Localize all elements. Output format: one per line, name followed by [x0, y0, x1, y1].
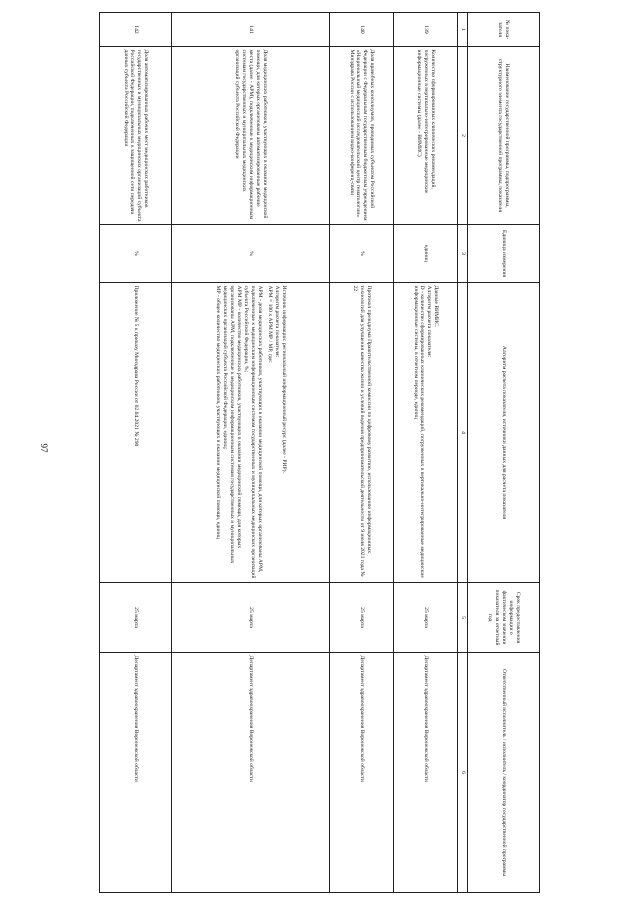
responsible: Департамент здравоохранения Воронежской области — [394, 653, 458, 893]
index-cell: 4 — [458, 283, 468, 583]
index-cell: 5 — [458, 583, 468, 653]
header-resp: Ответственный исполнитель / исполнитель / координатор государственной программы — [468, 653, 540, 893]
rotated-table-wrapper — [100, 12, 540, 892]
row-number: 141 — [172, 13, 330, 47]
table-row — [394, 13, 458, 893]
index-cell: 3 — [458, 225, 468, 283]
algorithm-line: Источник информации: региональный информационный ресурс (далее - РИР). — [280, 285, 287, 473]
deadline: 25 марта — [330, 583, 394, 653]
header-row — [468, 13, 540, 893]
table-row — [330, 13, 394, 893]
responsible: Департамент здравоохранения Воронежской области — [100, 653, 172, 893]
indicator-name: Количество сформированных клинических рекомендаций, погруженных в вертикально-интегрированные медицинские информационные системы (далее - ВИМИС) — [394, 47, 458, 225]
deadline: 25 марта — [394, 583, 458, 653]
index-cell: 1 — [458, 13, 468, 47]
deadline: 25 марта — [100, 583, 172, 653]
index-cell: 2 — [458, 47, 468, 225]
page-number: 97 — [39, 443, 49, 453]
header-unit: Единица измерения — [468, 225, 540, 283]
algorithm-line: Приложение № 5 к приказу Минздрава России от 02.04.2021 № 290 — [133, 285, 139, 447]
algorithm-line: Протокол президиума Правительственной комиссии по цифровому развитию, использованию информационных технологий для улучшения качества жизни и условий ведения предпринимательской деятельности от 9 июля 2021 года № 22 — [352, 285, 372, 577]
row-number: 142 — [100, 13, 172, 47]
algorithm — [100, 283, 172, 583]
header-name: Наименование государственной программы, подпрограммы, структурного элемента государственной программы, показателя — [468, 47, 540, 225]
algorithm — [172, 283, 330, 583]
algorithm — [330, 283, 394, 583]
header-deadline: Срок предоставления информации о фактическом значении показателя за отчетный год — [468, 583, 540, 653]
deadline: 25 марта — [172, 583, 330, 653]
table-row — [172, 13, 330, 893]
index-row — [458, 13, 468, 893]
algorithm-line: АРМ МР - количество медицинских работников, участвующих в оказании медицинской помощи, для которых организованы АРМ, подключенные к медицинским информационным системам государственных и муниципальных медицинских организаций субъекта Российской Федерации, единиц; — [222, 285, 243, 564]
row-number: 139 — [394, 13, 458, 47]
algorithm-line: Алгоритм расчета показателя: — [426, 285, 433, 358]
algorithm-line: Алгоритм расчета показателя: — [273, 285, 280, 358]
algorithm-line: МР - общее количество медицинских работников, участвующих в оказании медицинской помощи, единиц — [215, 285, 222, 539]
indicator-name: Доля медицинских работников, участвующих в оказании медицинской помощи, для которых организованы автоматизированные рабочие места (далее - АРМ), подключенные к медицинским информационным системам государственных и муниципальных медицинских организаций субъекта Российской Федерации — [172, 47, 330, 225]
row-number: 140 — [330, 13, 394, 47]
indicator-name: Доля автоматизированных рабочих мест медицинских работников государственных и муниципальных медицинских организаций субъекта Российской Федерации, подключенных к защищенной сети передачи данных субъекта Российской Федерации — [100, 47, 172, 225]
unit: единиц — [394, 225, 458, 283]
unit: % — [330, 225, 394, 283]
indicator-table — [99, 12, 540, 893]
algorithm-line: АРМ - доля медицинских работников, участвующих в оказании медицинской помощи, для которых организованы АРМ, подключенные к медицинским информационным системам государственных и муниципальных медицинских организаций субъекта Российской Федерации, %; — [243, 285, 263, 579]
algorithm — [394, 283, 458, 583]
algorithm-line: АРМ = 100 x АРМ МР / МР, где: — [266, 285, 273, 363]
table-row — [100, 13, 172, 893]
unit: % — [172, 225, 330, 283]
header-algo: Алгоритм расчета показателя, источники данных для расчета показателя — [468, 283, 540, 583]
responsible: Департамент здравоохранения Воронежской области — [330, 653, 394, 893]
responsible: Департамент здравоохранения Воронежской области — [172, 653, 330, 893]
algorithm-line: Данные ВИМИС. — [433, 285, 440, 328]
indicator-name: Доля врачебных консилиумов, проводимых субъектом Российской Федерации с Федеральным государственным бюджетным учреждением «Национальный медицинский исследовательский центр гематологии» Минздрава России с использованием видео-конференц-связи — [330, 47, 394, 225]
header-num: № пока-зателя — [468, 13, 540, 47]
unit: % — [100, 225, 172, 283]
algorithm-line: D - количество сформированных клинических рекомендаций, погруженных в вертикально-интегрированные медицинские информационные системы, в отчетном периоде, единиц — [412, 285, 426, 578]
index-cell: 6 — [458, 653, 468, 893]
